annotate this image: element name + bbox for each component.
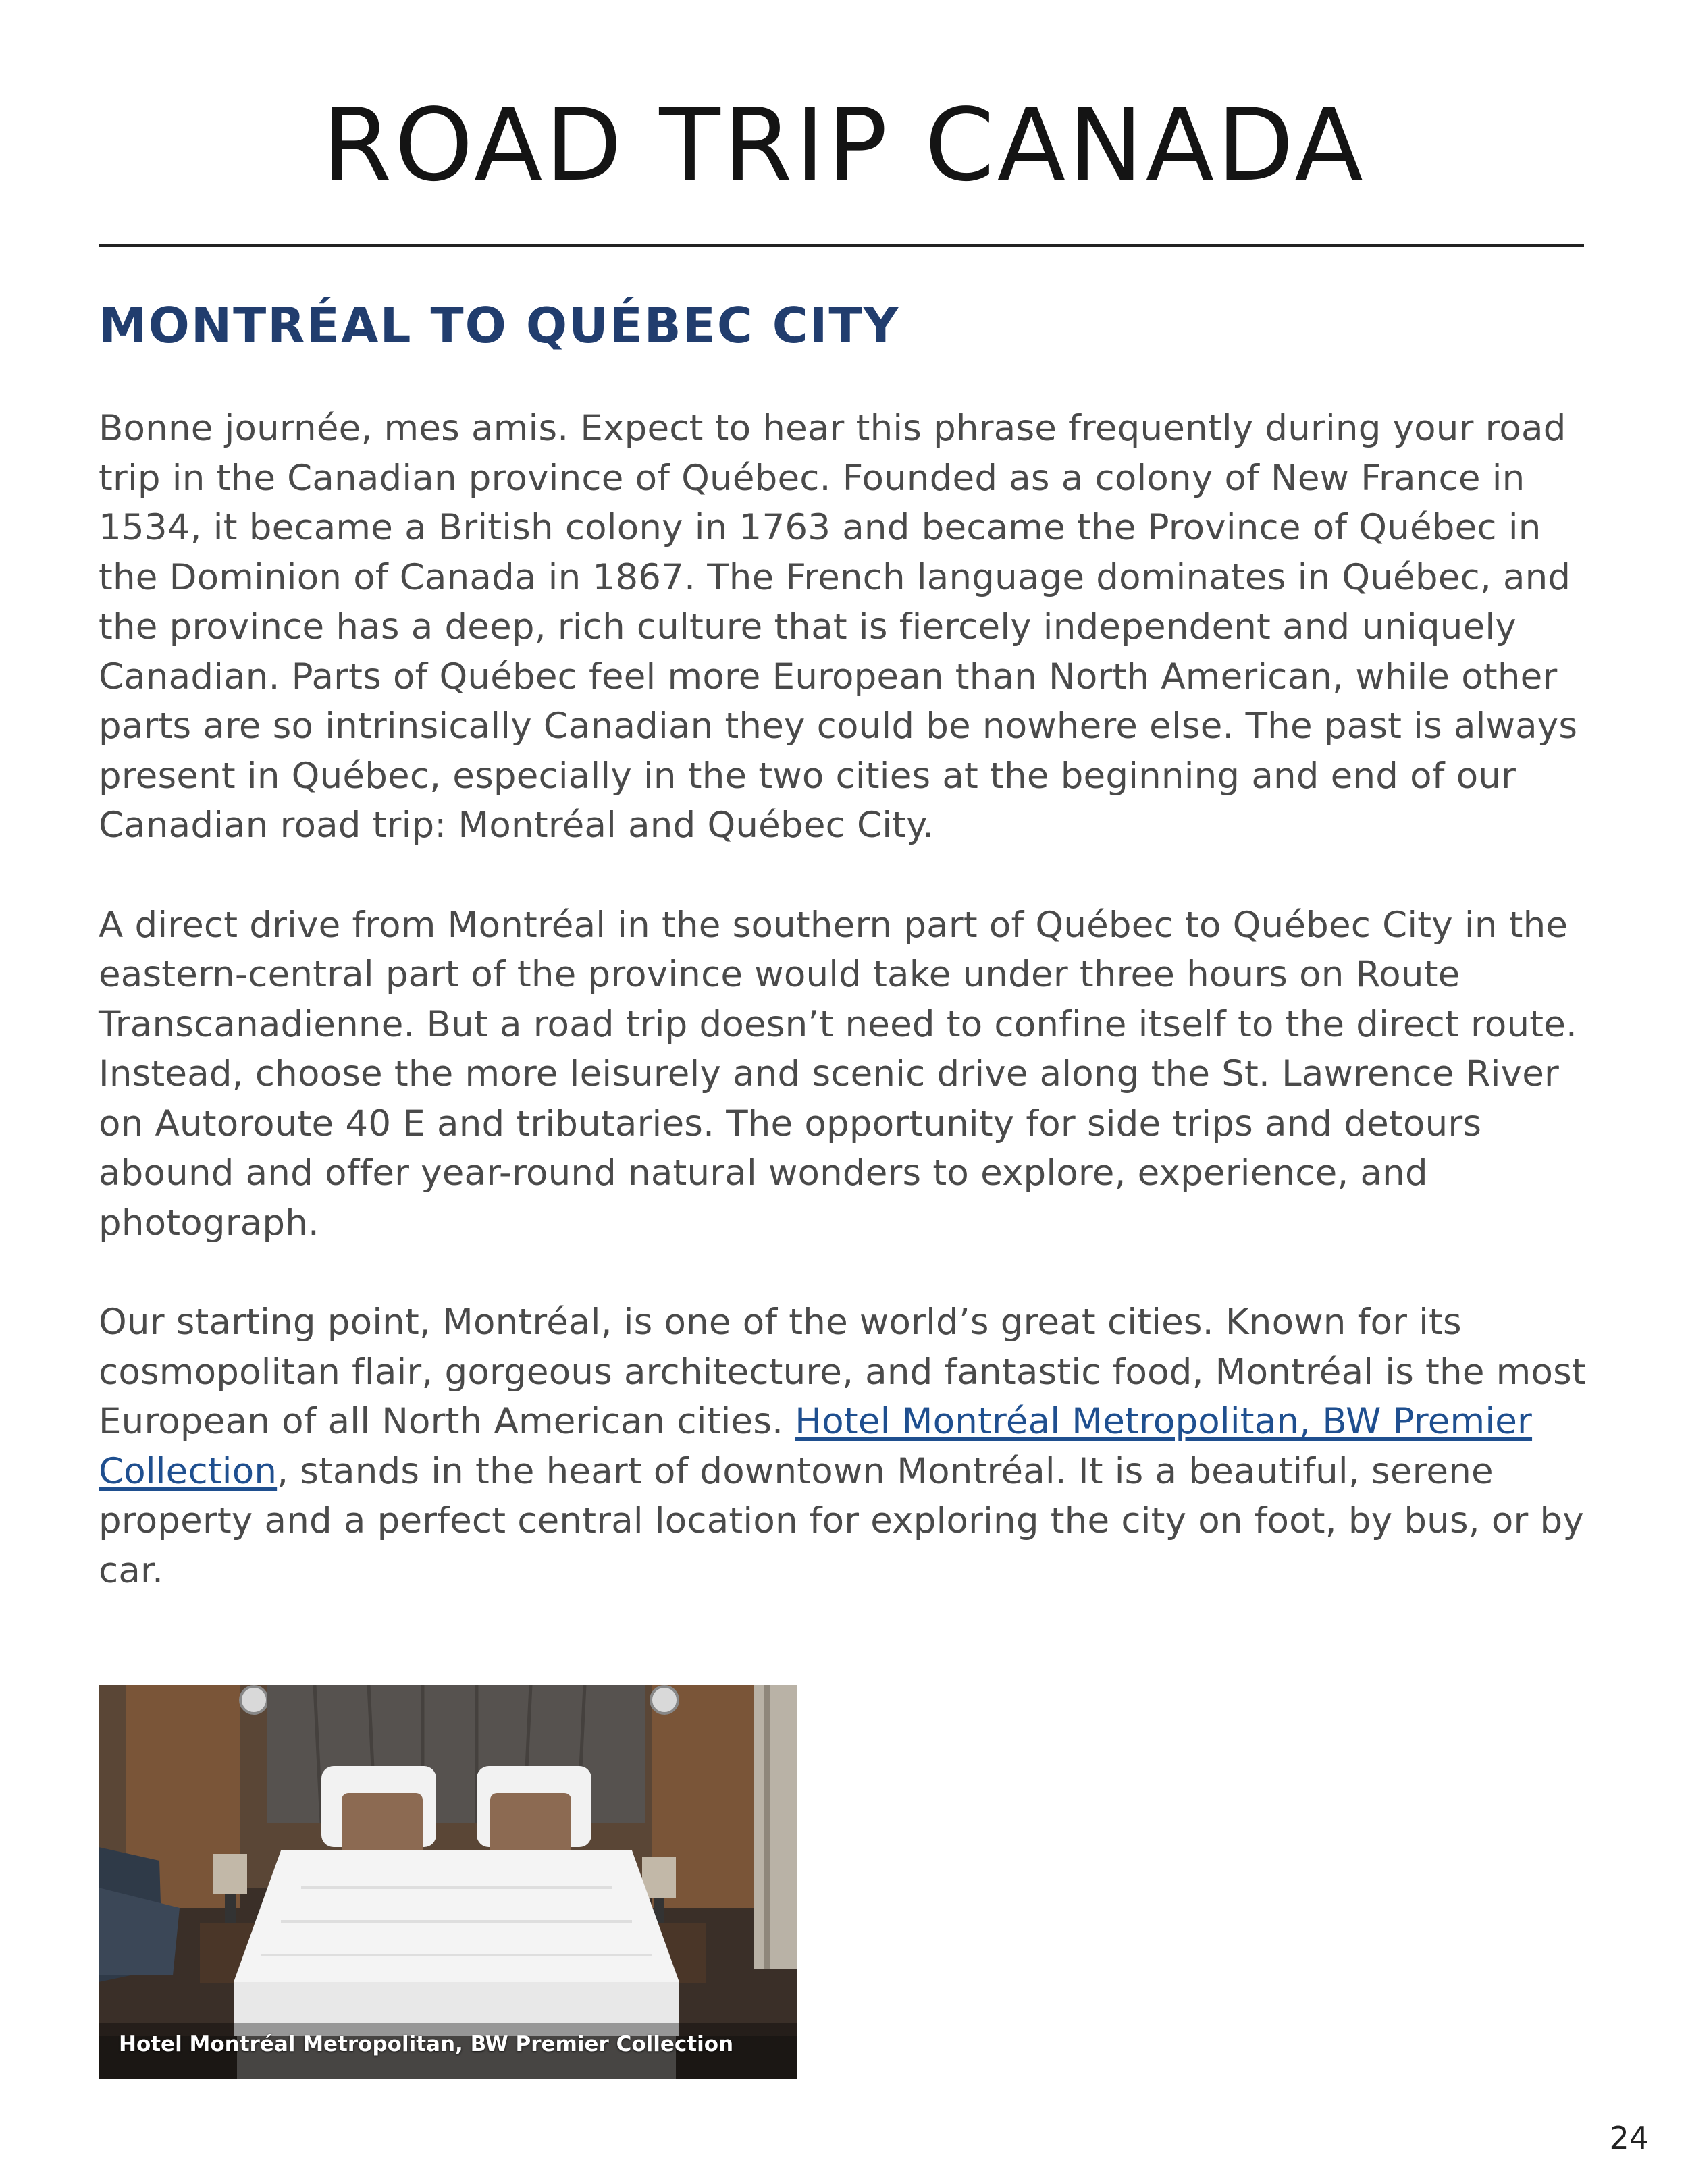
paragraph-montreal-text-start: Our starting point, Montréal, is one of the world’s great cities. Known for its cosmopolitan flair, gorgeous architecture, and fantastic food, Montréal is the most European of all North American cities. xyxy=(99,1302,1586,1442)
paragraph-montreal xyxy=(99,1298,1587,1595)
paragraph-montreal-text-end: , stands in the heart of downtown Montréal. It is a beautiful, serene property and a perfect central location for exploring the city on foot, by bus, or by car. xyxy=(99,1450,1584,1591)
page-title: ROAD TRIP CANADA xyxy=(322,87,1366,203)
hotel-montreal-metropolitan-link[interactable]: Hotel Montréal Metropolitan, BW Premier Collection xyxy=(99,1401,1533,1492)
paragraph-route: A direct drive from Montréal in the southern part of Québec to Québec City in the eastern-central part of the province would take under three hours on Route Transcanadienne. But a road trip doesn’t need to confine itself to the direct route. Instead, choose the more leisurely and scenic drive along the St. Lawrence River on Autoroute 40 E and tributaries. The opportunity for side trips and detours abound and offer year-round natural wonders to explore, experience, and photograph. xyxy=(99,904,1578,1244)
section-heading: MONTRÉAL TO QUÉBEC CITY xyxy=(99,297,900,354)
hotel-room-photo xyxy=(99,1685,797,2079)
paragraph-intro: Bonne journée, mes amis. Expect to hear this phrase frequently during your road trip in the Canadian province of Québec. Founded as a colony of New France in 1534, it became a British colony in 1763 and became the Province of Québec in the Dominion of Canada in 1867. The French language dominates in Québec, and the province has a deep, rich culture that is fiercely independent and uniquely Canadian. Parts of Québec feel more European than North American, while other parts are so intrinsically Canadian they could be nowhere else. The past is always present in Québec, especially in the two cities at the beginning and end of our Canadian road trip: Montréal and Québec City. xyxy=(99,408,1578,846)
title-divider xyxy=(99,244,1584,247)
photo-caption: Hotel Montréal Metropolitan, BW Premier Collection xyxy=(119,2032,734,2056)
hotel-room-illustration xyxy=(99,1685,797,2079)
article-body xyxy=(99,404,1587,1645)
page-number: 24 xyxy=(1609,2120,1649,2156)
